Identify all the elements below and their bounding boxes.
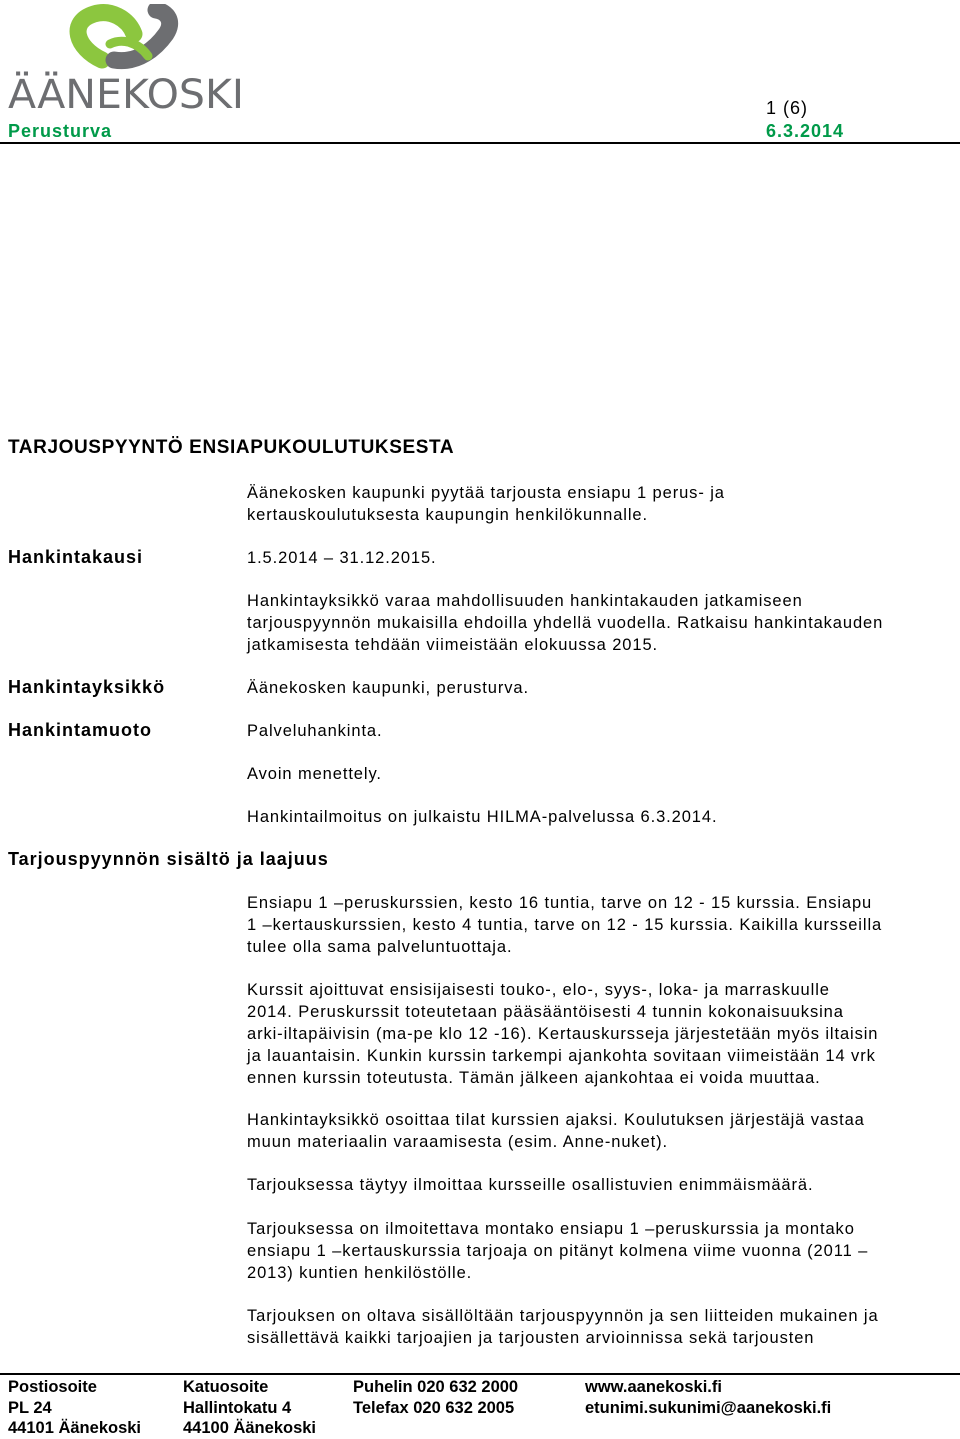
footer-web (585, 1377, 831, 1418)
method-label: Hankintamuoto (8, 720, 153, 740)
header-rule (0, 142, 960, 144)
footer-phone: Puhelin 020 632 2000 Telefax 020 632 2005 (353, 1378, 519, 1417)
unit-value: Äänekosken kaupunki, perusturva. (247, 679, 529, 697)
method-line: Avoin menettely. (247, 765, 382, 783)
period-value: 1.5.2014 – 31.12.2015. (247, 549, 437, 567)
content-label: Tarjouspyynnön sisältö ja laajuus (8, 849, 329, 869)
content-paragraph: Tarjouksen on oltava sisällöltään tarjouspyynnön ja sen liitteiden mukainen ja sisällettävä kaikki tarjoajien ja tarjousten arvioinnissa sekä tarjousten (247, 1307, 879, 1347)
content-paragraph: Hankintayksikkö osoittaa tilat kurssien ajaksi. Koulutuksen järjestäjä vastaa muun materiaalin varaamisesta (esim. Anne-nuket). (247, 1111, 865, 1151)
aanekoski-logo (6, 4, 246, 116)
footer-rule (0, 1373, 960, 1375)
content-paragraph: Kurssit ajoittuvat ensisijaisesti touko-, elo-, syys-, loka- ja marraskuulle 2014. Peruskurssit toteutetaan pääsääntöisesti 4 tunnin kokonaisuuksina arki-iltapäivisin (ma-pe klo 12 -16). Kertauskursseja järjestetään myös iltaisin ja lauantaisin. Kunkin kurssin tarkempi ajankohta sovitaan viimeistään 14 vrk ennen kurssin toteutusta. Tämän jälkeen ajankohtaa ei voida muuttaa. (247, 981, 879, 1087)
content-paragraph: Ensiapu 1 –peruskurssien, kesto 16 tuntia, tarve on 12 - 15 kurssia. Ensiapu 1 –kertauskurssien, kesto 4 tuntia, tarve on 12 - 15 kurssia. Kaikilla kursseilla tulee olla sama palveluntuottaja. (247, 894, 883, 956)
method-line: Palveluhankinta. (247, 722, 383, 740)
email-link[interactable]: etunimi.sukunimi@aanekoski.fi (585, 1398, 832, 1417)
page-number: 1 (6) (766, 98, 809, 118)
header-org-name: Perusturva (8, 121, 113, 141)
content-paragraph: Tarjouksessa täytyy ilmoittaa kursseille osallistuvien enimmäismäärä. (247, 1176, 814, 1194)
period-label: Hankintakausi (8, 547, 144, 567)
period-text: Hankintayksikkö varaa mahdollisuuden hankintakauden jatkamiseen tarjouspyynnön mukaisilla ehdoilla yhdellä vuodella. Ratkaisu hankintakauden jatkamisesta tehdään viimeistään elokuussa 2015. (247, 592, 884, 654)
logo-wordmark: ÄÄNEKOSKI (8, 72, 238, 116)
unit-label: Hankintayksikkö (8, 677, 166, 697)
header-date: 6.3.2014 (766, 121, 845, 141)
footer-postal-address: Postiosoite PL 24 44101 Äänekoski (8, 1378, 142, 1437)
intro-text: Äänekosken kaupunki pyytää tarjousta ensiapu 1 perus- ja kertauskoulutuksesta kaupungin henkilökunnalle. (247, 484, 725, 524)
content-paragraph: Tarjouksessa on ilmoitettava montako ensiapu 1 –peruskurssia ja montako ensiapu 1 –kertauskurssia tarjoaja on pitänyt kolmena viime vuonna (2011 – 2013) kuntien henkilöstölle. (247, 1220, 869, 1282)
website-link[interactable]: www.aanekoski.fi (585, 1378, 722, 1396)
method-line: Hankintailmoitus on julkaistu HILMA-palvelussa 6.3.2014. (247, 808, 718, 826)
footer-street-address: Katuosoite Hallintokatu 4 44100 Äänekoski (183, 1378, 317, 1437)
logo-emblem-icon (6, 4, 246, 116)
document-title: TARJOUSPYYNTÖ ENSIAPUKOULUTUKSESTA (8, 437, 455, 458)
